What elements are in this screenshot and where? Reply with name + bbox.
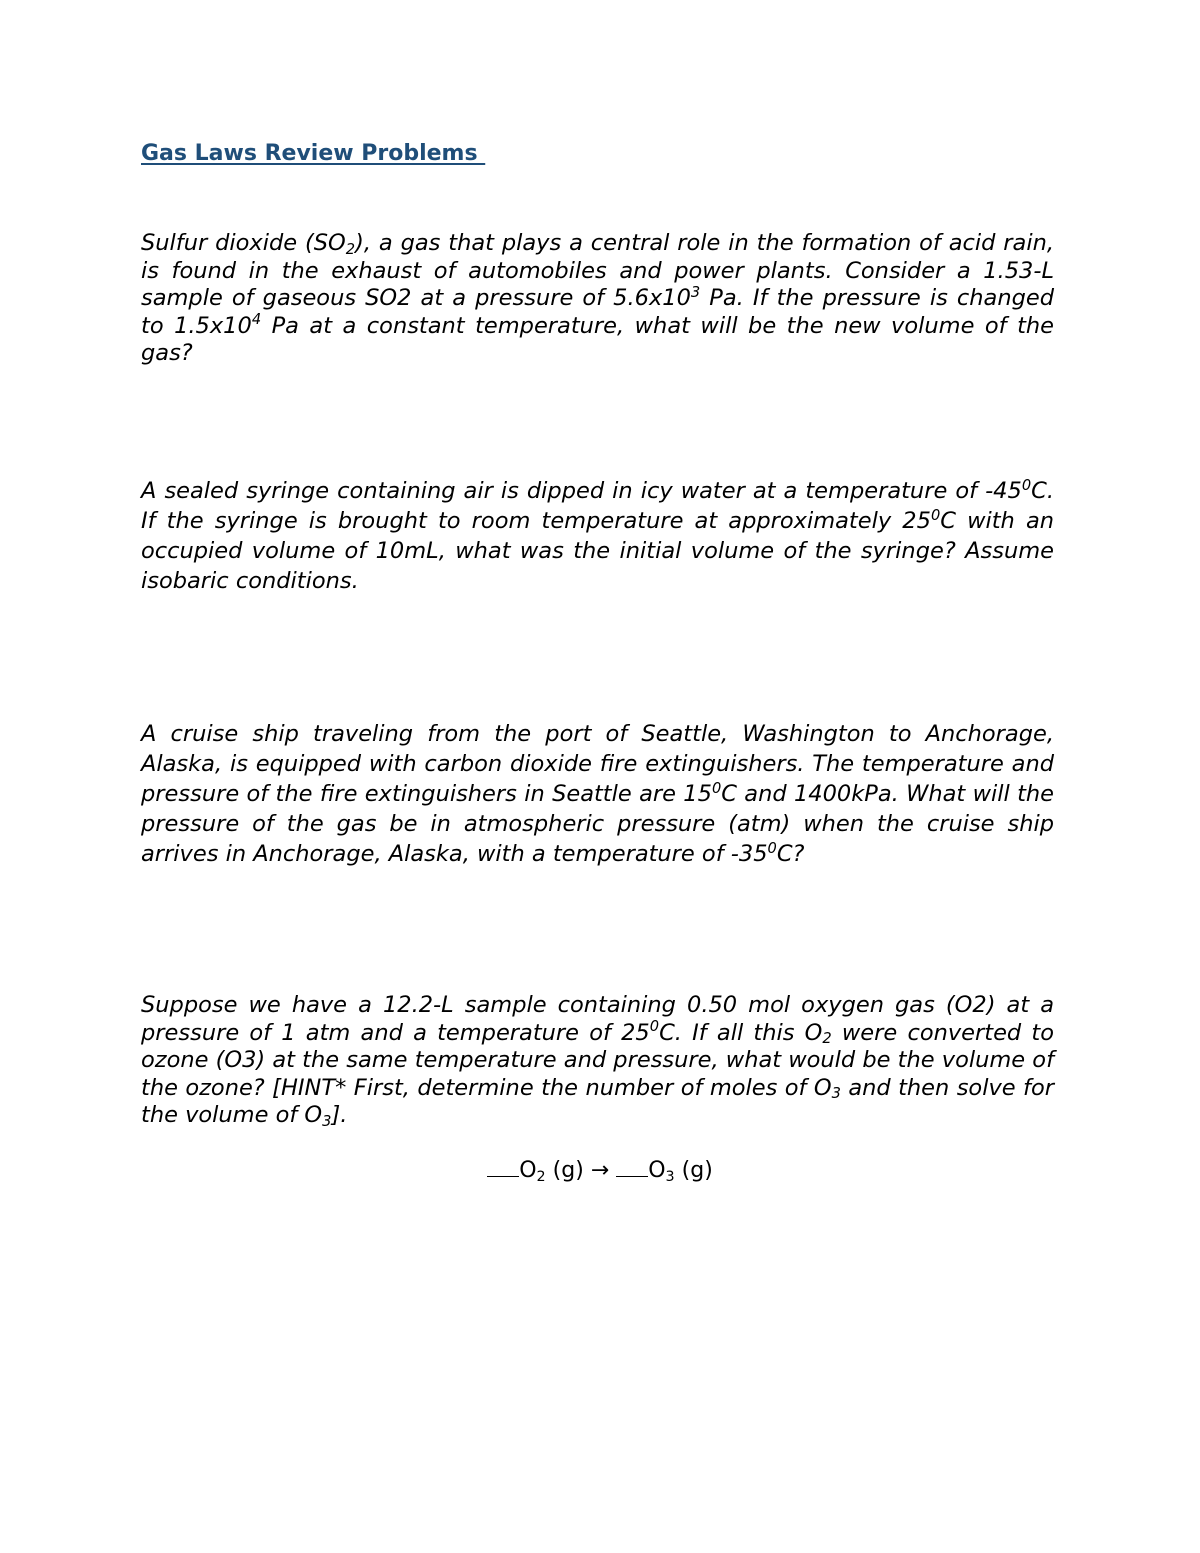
problem-text: C?	[776, 841, 805, 867]
problem-text: C and 1400kPa. What will the pressure of the gas be in atmospheric pressure (atm) when the cruise ship arrives in Anchorage, Alaska, with a temperature of -35	[141, 781, 1054, 867]
chemical-equation	[0, 1158, 1200, 1183]
problem-text: ), a gas that plays a central role in the formation of acid rain, is found in the exhaust of automobiles and power plants. Consider a 1.53-L sample of gaseous SO2 at a pressure of 5.6x10	[141, 230, 1054, 311]
problem-text: Sulfur dioxide (SO	[141, 230, 346, 256]
problem-text: Pa. If the pressure is changed to 1.5x10	[141, 285, 1055, 339]
problem-3	[141, 719, 1054, 869]
subscript: 2	[345, 240, 356, 258]
product-state: (g)	[674, 1158, 713, 1183]
subscript: 3	[322, 1112, 332, 1130]
problem-text: C with an occupied volume of 10mL, what was the initial volume of the syringe? Assume isobaric conditions.	[141, 508, 1054, 594]
product-formula: O	[648, 1158, 666, 1183]
superscript: 0	[1021, 476, 1032, 494]
superscript: 3	[690, 283, 701, 301]
subscript: 2	[822, 1030, 832, 1048]
reactant-state: (g)	[545, 1158, 591, 1183]
problem-text: A sealed syringe containing air is dipped in icy water at a temperature of -45	[141, 478, 1022, 504]
problem-text: ].	[331, 1102, 348, 1128]
reactant-subscript: 2	[536, 1168, 546, 1185]
problem-4	[141, 992, 1054, 1130]
document-title: Gas Laws Review Problems	[141, 141, 486, 166]
subscript: 3	[831, 1085, 841, 1103]
problem-text: C. If the syringe is brought to room temperature at approximately 25	[141, 478, 1054, 534]
problem-text: were converted to ozone (O3) at the same temperature and pressure, what would be the volume of the ozone? [HINT* First, determine the number of moles of O	[141, 1019, 1055, 1101]
problem-text: Suppose we have a 12.2-L sample containing 0.50 mol oxygen gas (O2) at a pressure of 1 atm and a temperature of 25	[141, 992, 1054, 1046]
problem-text: Pa at a constant temperature, what will be the new volume of the gas?	[141, 312, 1054, 366]
superscript: 0	[649, 1018, 660, 1036]
problem-text: A cruise ship traveling from the port of Seattle, Washington to Anchorage, Alaska, is equipped with carbon dioxide fire extinguishers. The temperature and pressure of the fire extinguishers in Seattle are 15	[141, 721, 1054, 807]
problem-2	[141, 476, 1054, 596]
superscript: 0	[930, 506, 941, 524]
problem-text: C. If all this O	[659, 1019, 823, 1046]
problem-text: and then solve for the volume of O	[141, 1074, 1054, 1128]
reactant-formula: O	[519, 1158, 537, 1183]
problem-1	[141, 230, 1054, 368]
superscript: 0	[711, 779, 722, 797]
superscript: 0	[767, 839, 777, 857]
superscript: 4	[251, 311, 262, 329]
coefficient-blank-product	[616, 1158, 648, 1177]
product-subscript: 3	[665, 1168, 675, 1185]
coefficient-blank-reactant	[487, 1158, 519, 1177]
reaction-arrow-icon: →	[590, 1158, 610, 1183]
